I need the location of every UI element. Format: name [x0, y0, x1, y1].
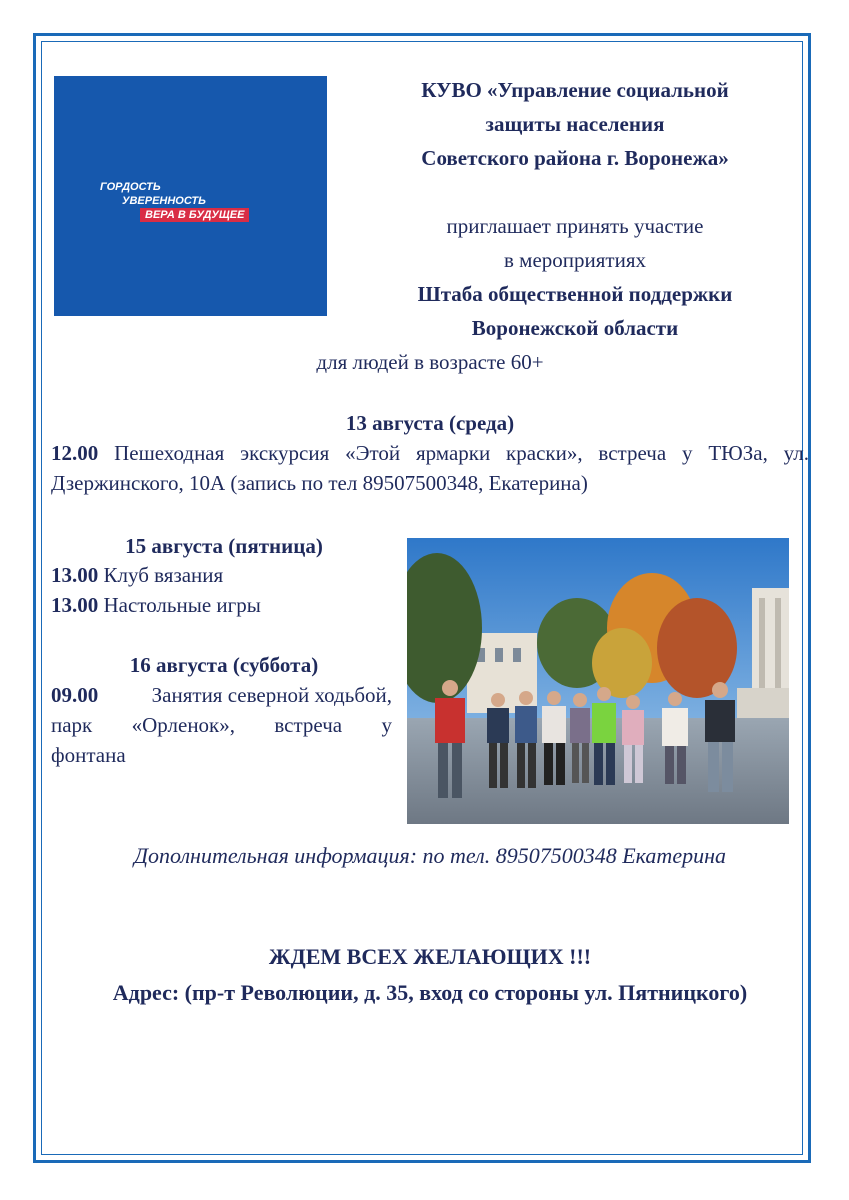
- event-15aug-item1-time: 13.00: [51, 563, 99, 587]
- event-15aug-item1-text: Клуб вязания: [98, 563, 224, 587]
- logo-line-faith: ВЕРА В БУДУЩЕЕ: [140, 208, 249, 222]
- event-13aug-block: [51, 438, 809, 498]
- event-15aug-item2: [51, 592, 261, 618]
- org-title-line1: КУВО «Управление социальной: [421, 78, 729, 102]
- group-walking-photo: [407, 538, 789, 824]
- event-16aug-word-meeting: встреча: [274, 713, 343, 737]
- logo-text: [100, 180, 249, 222]
- logo-line-pride: ГОРДОСТЬ: [100, 181, 161, 193]
- event-16aug-line1: [51, 682, 392, 708]
- event-13aug-time: 12.00: [51, 441, 99, 465]
- additional-info: Дополнительная информация: по тел. 89507500348 Екатерина: [134, 843, 726, 868]
- logo-banner: [54, 76, 327, 316]
- hq-line1: Штаба общественной поддержки: [417, 282, 733, 306]
- audience-line: для людей в возрасте 60+: [316, 350, 544, 374]
- event-16aug-word-orlenok: «Орленок»,: [131, 713, 236, 737]
- address-line: Адрес: (пр-т Революции, д. 35, вход со стороны ул. Пятницкого): [112, 980, 748, 1005]
- logo-line-confidence: УВЕРЕННОСТЬ: [122, 195, 206, 207]
- invite-line1: приглашает принять участие: [446, 214, 704, 238]
- event-date-15aug: 15 августа (пятница): [125, 534, 323, 558]
- event-date-13aug: 13 августа (среда): [345, 411, 515, 435]
- event-15aug-item2-text: Настольные игры: [98, 593, 261, 617]
- event-13aug-line1: [51, 438, 809, 468]
- event-date-16aug: 16 августа (суббота): [129, 653, 319, 677]
- event-16aug-word-park: парк: [51, 713, 93, 737]
- event-16aug-word-at: у: [381, 713, 392, 737]
- invite-line2: в мероприятиях: [504, 248, 646, 272]
- event-13aug-line2: Дзержинского, 10А (запись по тел 89507500348, Екатерина): [51, 471, 588, 495]
- event-16aug-text1: Занятия северной ходьбой,: [151, 683, 392, 707]
- org-title-line2: защиты населения: [485, 112, 665, 136]
- event-16aug-line3: фонтана: [51, 743, 126, 767]
- event-13aug-text: Пешеходная экскурсия «Этой ярмарки краски», встреча у ТЮЗа, ул.: [98, 441, 809, 465]
- hq-line2: Воронежской области: [471, 316, 679, 340]
- welcome-all: ЖДЕМ ВСЕХ ЖЕЛАЮЩИХ !!!: [268, 944, 592, 969]
- event-15aug-item2-time: 13.00: [51, 593, 99, 617]
- event-16aug-line2: [51, 712, 392, 738]
- event-16aug-time: 09.00: [51, 683, 99, 707]
- org-title-line3: Советского района г. Воронежа»: [421, 146, 729, 170]
- event-15aug-item1: [51, 562, 223, 588]
